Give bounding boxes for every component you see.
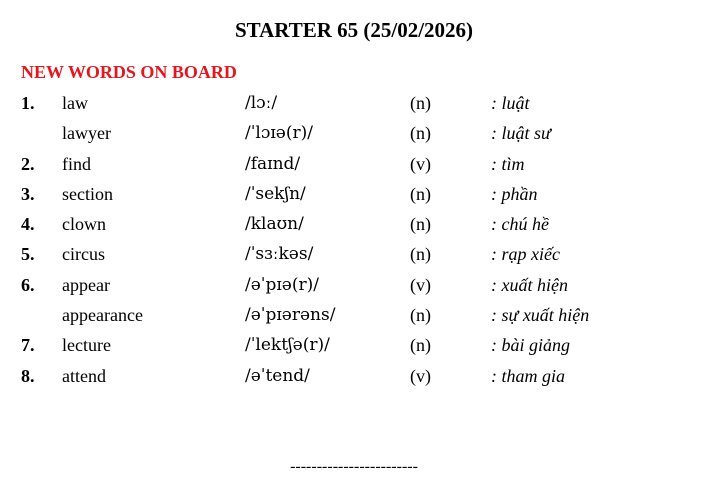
english-word: section [62, 183, 113, 204]
vietnamese-meaning: : rạp xiếc [491, 244, 560, 265]
item-number: 1. [21, 93, 35, 113]
vocab-row [0, 300, 708, 330]
part-of-speech: (n) [410, 93, 431, 113]
part-of-speech: (v) [410, 274, 431, 295]
vocabulary-list [0, 88, 708, 391]
phonetic-transcription: /ˈsekʃn/ [245, 183, 306, 204]
vocab-row [0, 330, 708, 360]
vietnamese-meaning: : xuất hiện [491, 274, 568, 295]
phonetic-transcription: /ˈsɜːkəs/ [245, 244, 314, 265]
english-word: circus [62, 244, 105, 265]
vietnamese-meaning: : tìm [491, 153, 525, 174]
vocab-row [0, 361, 708, 391]
english-word: law [62, 93, 88, 113]
part-of-speech: (n) [410, 183, 431, 204]
vocab-row [0, 179, 708, 209]
english-word: find [62, 153, 91, 174]
part-of-speech: (n) [410, 214, 431, 235]
vietnamese-meaning: : bài giảng [491, 335, 570, 356]
document-title: STARTER 65 (25/02/2026) [234, 18, 474, 42]
vocab-row [0, 88, 708, 118]
english-word: lawyer [62, 123, 111, 144]
vocab-row [0, 239, 708, 269]
part-of-speech: (n) [410, 305, 431, 326]
english-word: attend [62, 365, 106, 386]
phonetic-transcription: /ˈlektʃə(r)/ [245, 335, 330, 356]
english-word: lecture [62, 335, 111, 356]
item-number: 2. [21, 153, 35, 174]
phonetic-transcription: /faɪnd/ [245, 153, 301, 174]
vietnamese-meaning: : luật sư [491, 123, 551, 144]
vietnamese-meaning: : tham gia [491, 365, 565, 386]
english-word: appear [62, 274, 110, 295]
vietnamese-meaning: : luật [491, 93, 530, 113]
item-number: 5. [21, 244, 35, 265]
part-of-speech: (v) [410, 153, 431, 174]
footer-divider: ------------------------ [290, 458, 418, 475]
english-word: clown [62, 214, 106, 235]
phonetic-transcription: /klaʊn/ [245, 214, 304, 235]
phonetic-transcription: /əˈtend/ [245, 365, 310, 386]
part-of-speech: (n) [410, 244, 431, 265]
vocab-row [0, 270, 708, 300]
item-number: 7. [21, 335, 35, 356]
vocab-row [0, 209, 708, 239]
vocab-row [0, 149, 708, 179]
phonetic-transcription: /ˈlɔɪə(r)/ [245, 123, 313, 144]
vietnamese-meaning: : phần [491, 183, 538, 204]
item-number: 3. [21, 183, 35, 204]
phonetic-transcription: /lɔː/ [245, 93, 278, 113]
part-of-speech: (n) [410, 123, 431, 144]
item-number: 4. [21, 214, 35, 235]
section-heading: NEW WORDS ON BOARD [21, 62, 237, 82]
vietnamese-meaning: : sự xuất hiện [491, 305, 590, 326]
item-number: 6. [21, 274, 35, 295]
part-of-speech: (v) [410, 365, 431, 386]
phonetic-transcription: /əˈpɪərəns/ [245, 305, 336, 326]
english-word: appearance [62, 305, 143, 326]
vocab-row [0, 118, 708, 148]
phonetic-transcription: /əˈpɪə(r)/ [245, 274, 319, 295]
item-number: 8. [21, 365, 35, 386]
vietnamese-meaning: : chú hề [491, 214, 549, 235]
part-of-speech: (n) [410, 335, 431, 356]
